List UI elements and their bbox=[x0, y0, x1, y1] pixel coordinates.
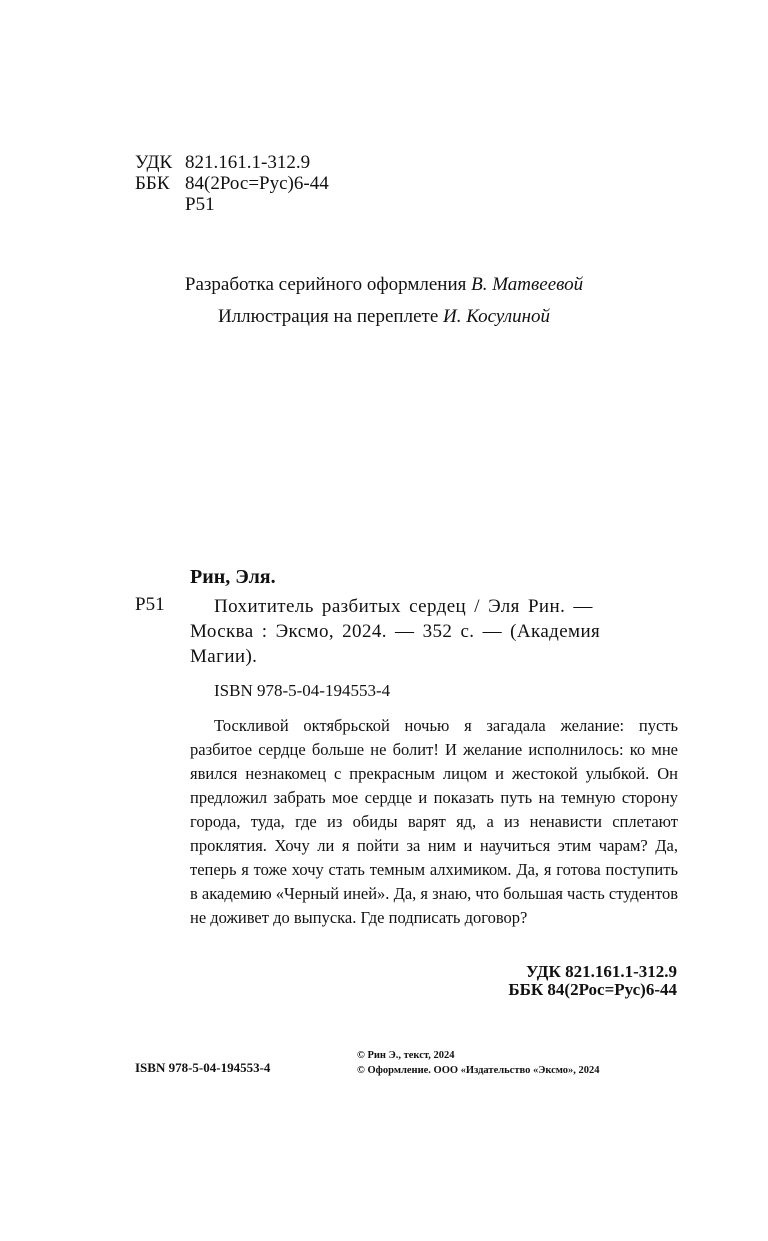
bibliographic-line-2: Москва : Эксмо, 2024. — 352 с. — (Академия bbox=[190, 621, 601, 642]
udk-value: 821.161.1-312.9 bbox=[185, 152, 311, 173]
copyright-design: © Оформление. ООО «Издательство «Эксмо», 2024 bbox=[357, 1065, 600, 1076]
author-sign-top: Р51 bbox=[185, 194, 215, 215]
catalog-isbn: ISBN 978-5-04-194553-4 bbox=[214, 681, 391, 700]
bibliographic-description bbox=[190, 594, 678, 669]
footer-isbn: ISBN 978-5-04-194553-4 bbox=[135, 1060, 271, 1075]
annotation-text: Тоскливой октябрьской ночью я загадала желание: пусть разбитое сердце больше не болит! И желание исполнилось: ко мне явился незнакомец с прекрасным лицом и жестокой улыбкой. Он предложил забрать мое сердце и показать путь на темную сторону города, туда, где из обиды варят яд, а из ненависти сплетают проклятия. Хочу ли я пойти за ним и научиться этим чарам? Да, теперь я тоже хочу стать темным алхимиком. Да, я готова поступить в академию «Черный иней». Да, я знаю, что большая часть студентов не доживет до выпуска. Где подписать договор? bbox=[190, 716, 678, 927]
series-design-text: Разработка серийного оформления bbox=[184, 274, 467, 295]
author-sign-row bbox=[135, 194, 329, 215]
series-design-credit bbox=[0, 274, 768, 296]
cover-illustration-credit bbox=[0, 306, 768, 328]
catalog-author-sign: Р51 bbox=[135, 594, 165, 615]
copyright-text: © Рин Э., текст, 2024 bbox=[357, 1050, 455, 1061]
cover-illustration-text: Иллюстрация на переплете bbox=[217, 306, 439, 327]
series-design-name: В. Матвеевой bbox=[471, 274, 584, 295]
bbk-row bbox=[135, 173, 329, 194]
catalog-author: Рин, Эля. bbox=[190, 566, 276, 588]
bbk-label: ББК bbox=[135, 173, 170, 194]
cover-illustration-name: И. Косулиной bbox=[443, 306, 551, 327]
bibliographic-line-3: Магии). bbox=[190, 646, 258, 667]
annotation bbox=[190, 714, 678, 930]
bbk-value: 84(2Рос=Рус)6-44 bbox=[185, 173, 329, 194]
catalog-udk: УДК 821.161.1-312.9 bbox=[526, 962, 677, 981]
catalog-bbk: ББК 84(2Рос=Рус)6-44 bbox=[508, 980, 677, 999]
bibliographic-line-1: Похититель разбитых сердец / Эля Рин. — bbox=[214, 596, 593, 617]
udk-row bbox=[135, 152, 329, 173]
classification-block bbox=[135, 152, 329, 215]
udk-label: УДК bbox=[135, 152, 173, 173]
